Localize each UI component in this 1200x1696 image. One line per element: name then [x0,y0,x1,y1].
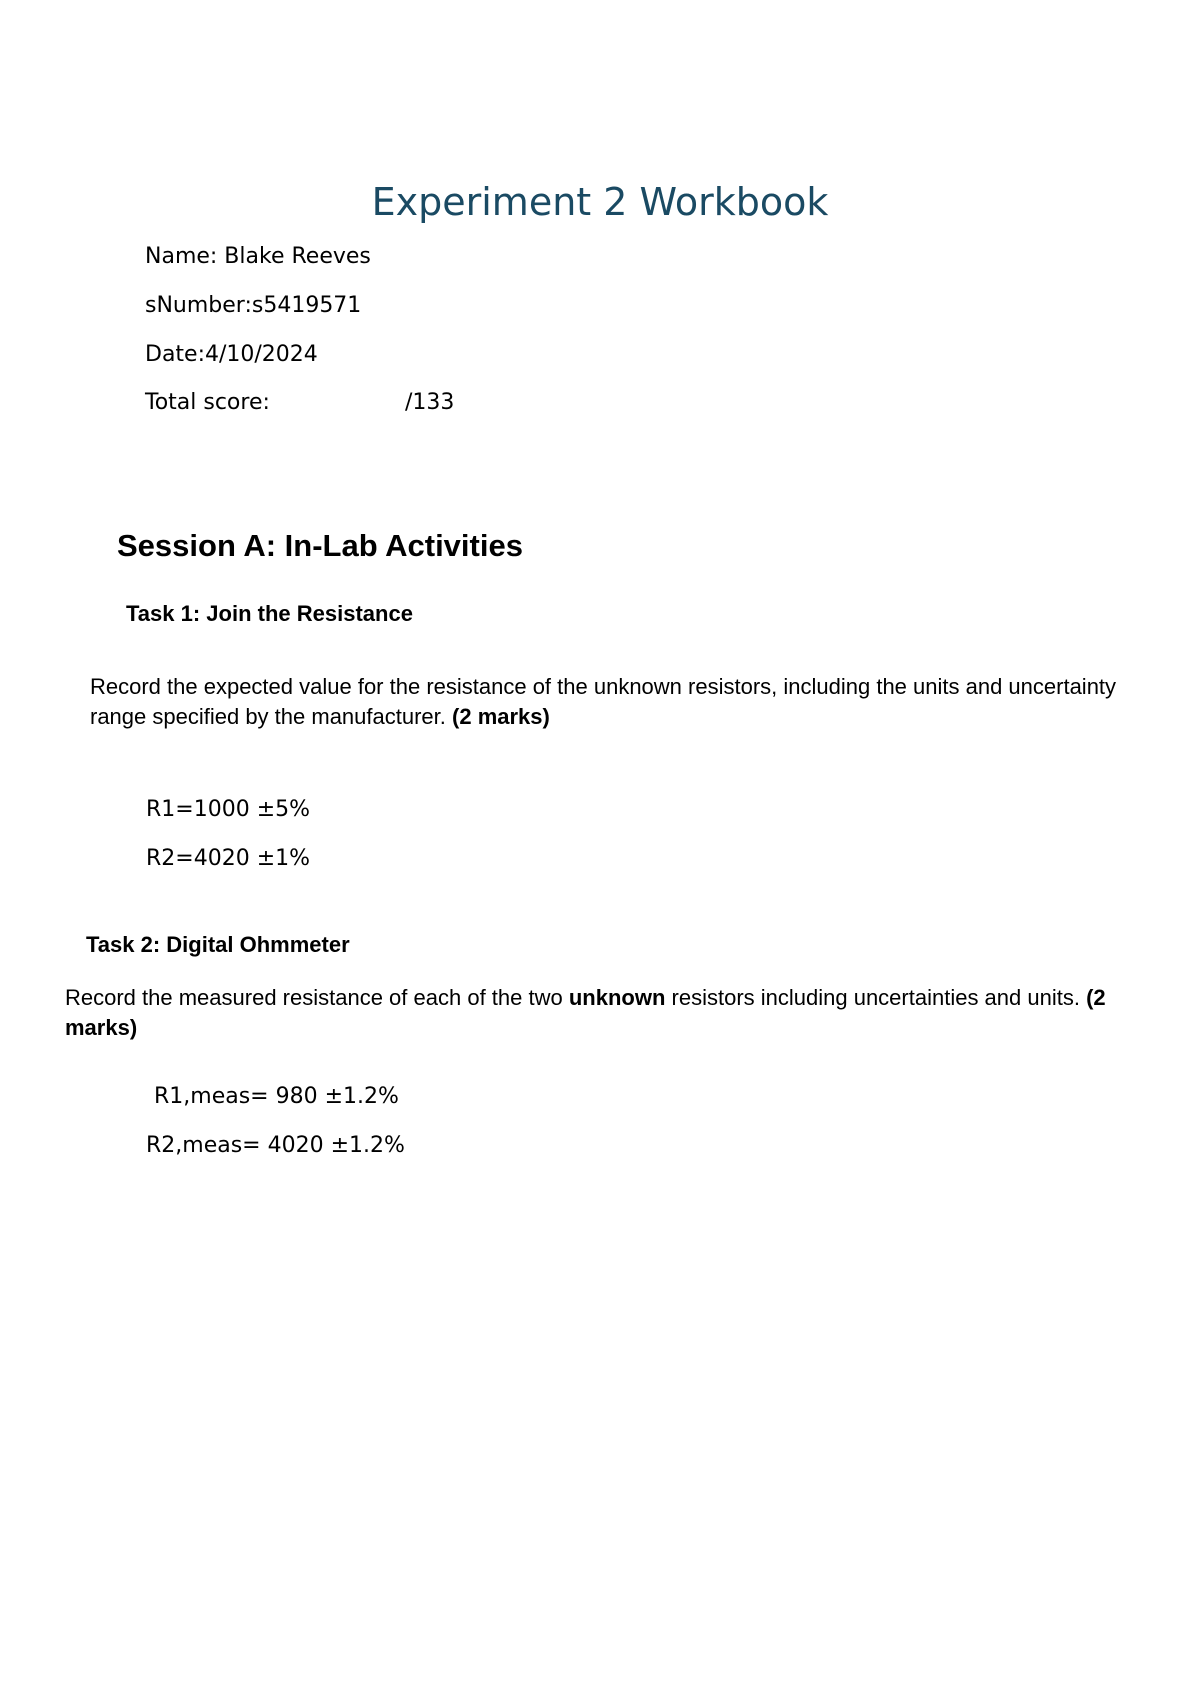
student-number: sNumber:s5419571 [145,293,362,318]
session-heading: Session A: In-Lab Activities [117,528,523,563]
task2-instruction-after: resistors including uncertainties and units. [671,985,1080,1010]
task1-answer-r2: R2=4020 ±1% [146,846,311,871]
task1-instruction-text: Record the expected value for the resistance of the unknown resistors, including the units and uncertainty range specified by the manufacturer. [90,674,1117,729]
task2-answer-r2: R2,meas= 4020 ±1.2% [146,1133,405,1158]
total-score-denominator: /133 [405,390,455,415]
total-score [145,390,455,415]
task1-heading: Task 1: Join the Resistance [126,601,413,626]
total-score-label: Total score: [145,390,270,415]
task2-instruction-emphasis: unknown [568,985,666,1010]
task2-instruction-before: Record the measured resistance of each of the two [65,985,563,1010]
task2-instruction [65,983,1145,1043]
student-name: Name: Blake Reeves [145,244,371,269]
task1-marks: (2 marks) [452,704,550,729]
task2-marks: (2 marks) [65,985,1106,1040]
task2-answer-r1: R1,meas= 980 ±1.2% [154,1084,399,1109]
page-title: Experiment 2 Workbook [371,180,829,224]
date: Date:4/10/2024 [145,342,318,367]
task1-answer-r1: R1=1000 ±5% [146,797,311,822]
task1-instruction [90,672,1170,732]
task2-heading: Task 2: Digital Ohmmeter [86,932,350,957]
